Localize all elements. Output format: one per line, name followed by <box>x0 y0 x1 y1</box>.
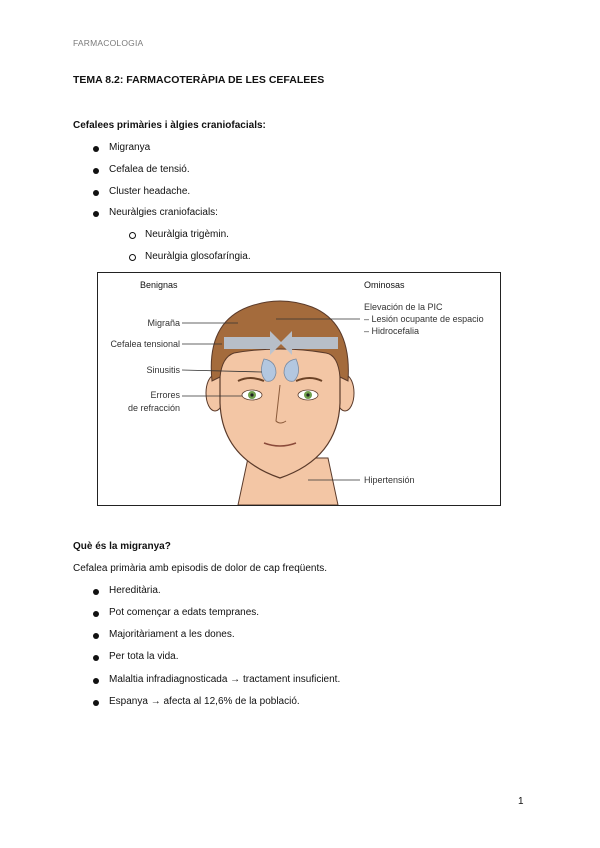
bullet-dot-icon <box>93 678 99 684</box>
bullet-dot-icon <box>93 611 99 617</box>
bullet-dot-icon <box>93 168 99 174</box>
page-number: 1 <box>518 796 524 807</box>
bullet-dot-icon <box>93 146 99 152</box>
list-item-text: Malaltia infradiagnosticada → tractament insuficient. <box>109 674 341 685</box>
running-header: FARMACOLOGIA <box>73 38 144 48</box>
refraction-errors-label: Errores <box>150 390 180 400</box>
tension-headache-label: Cefalea tensional <box>110 339 180 349</box>
space-occupying-lesion-label: – Lesión ocupante de espacio <box>364 314 484 324</box>
hypertension-label: Hipertensión <box>364 475 415 485</box>
benign-heading: Benignas <box>140 280 178 290</box>
list-item-text: Espanya → afecta al 12,6% de la població. <box>109 696 300 707</box>
migraine-label: Migraña <box>147 318 180 328</box>
list-item-text: Neuràlgies craniofacials: <box>109 207 218 218</box>
sub-list-item-text: Neuràlgia glosofaríngia. <box>145 251 251 262</box>
hollow-bullet-icon <box>129 232 136 239</box>
right-pupil-shape <box>306 393 309 396</box>
refraction-errors-label-line2: de refracción <box>127 403 180 413</box>
list-item-text: Pot començar a edats tempranes. <box>109 607 260 618</box>
sinusitis-label: Sinusitis <box>146 365 180 375</box>
bullet-dot-icon <box>93 633 99 639</box>
ominous-heading: Ominosas <box>364 280 405 290</box>
list-item-text: Majoritàriament a les dones. <box>109 629 235 640</box>
sub-list-item-text: Neuràlgia trigèmin. <box>145 229 229 240</box>
section-heading-primary: Cefalees primàries i àlgies craniofacials: <box>73 120 266 131</box>
left-pupil-shape <box>250 393 253 396</box>
list-item-text: Cluster headache. <box>109 186 191 197</box>
hydrocephalus-label: – Hidrocefalia <box>364 326 420 336</box>
bullet-dot-icon <box>93 700 99 706</box>
page-title: TEMA 8.2: FARMACOTERÀPIA DE LES CEFALEES <box>73 74 325 86</box>
bullet-dot-icon <box>93 190 99 196</box>
icp-label: Elevación de la PIC <box>364 302 443 312</box>
bullet-dot-icon <box>93 211 99 217</box>
bullet-dot-icon <box>93 655 99 661</box>
list-item-text: Migranya <box>109 142 151 153</box>
headache-causes-figure <box>97 272 501 506</box>
bullet-dot-icon <box>93 589 99 595</box>
face-illustration <box>98 273 500 505</box>
hollow-bullet-icon <box>129 254 136 261</box>
migraine-definition: Cefalea primària amb episodis de dolor de cap freqüents. <box>73 563 328 574</box>
list-item-text: Cefalea de tensió. <box>109 164 190 175</box>
list-item-text: Hereditària. <box>109 585 161 596</box>
section-heading-migraine: Què és la migranya? <box>73 541 171 552</box>
list-item-text: Per tota la vida. <box>109 651 179 662</box>
